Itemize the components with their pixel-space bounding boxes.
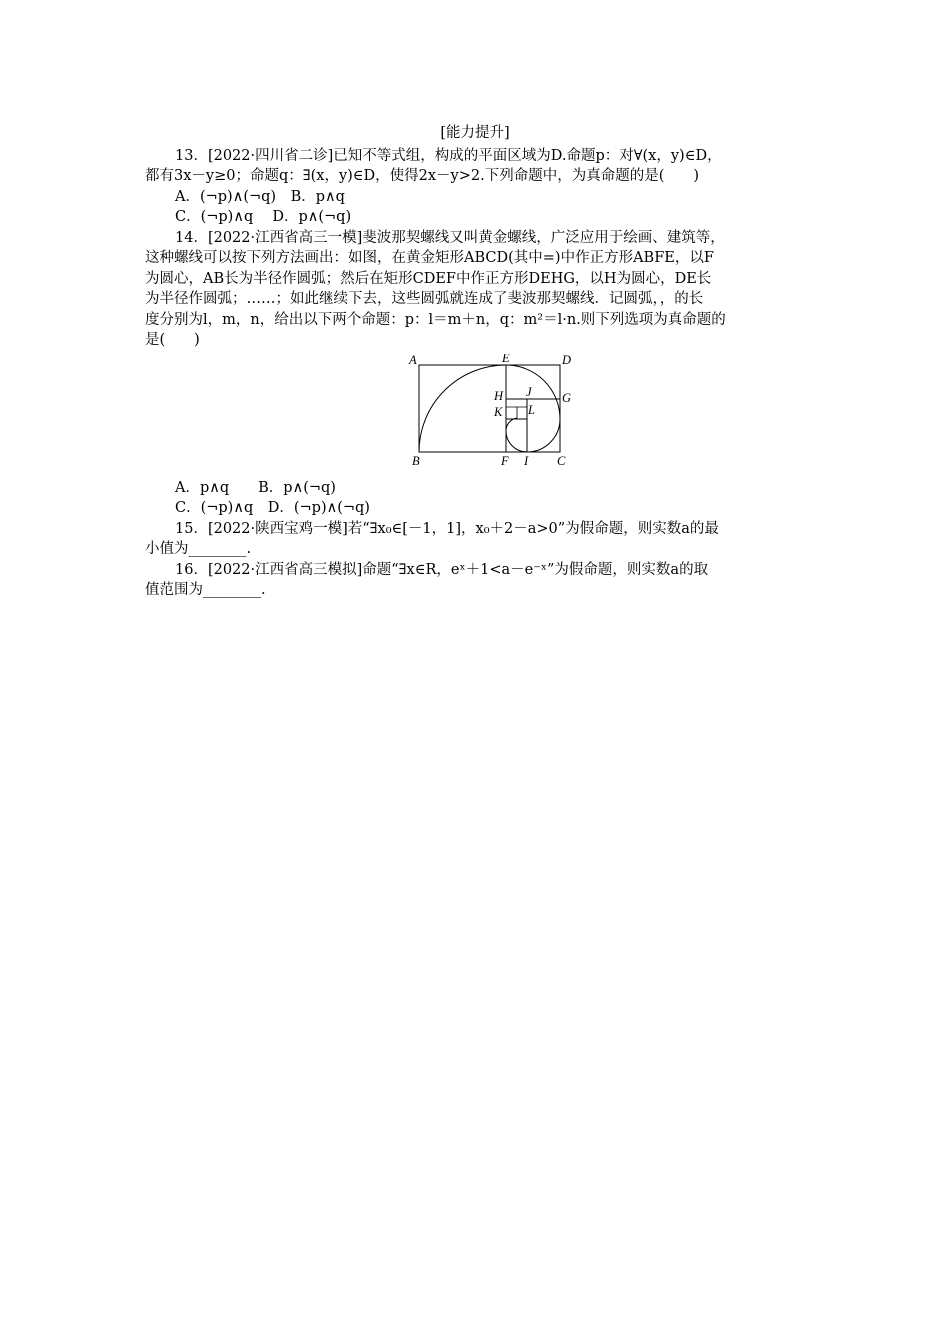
q14-line-2: 这种螺线可以按下列方法画出：如图，在黄金矩形ABCD(其中=)中作正方形ABFE，以F: [145, 250, 714, 266]
q14-line-3: 为圆心，AB长为半径作圆弧；然后在矩形CDEF中作正方形DEHG，以H为圆心，DE长: [145, 270, 712, 287]
label-g: G: [562, 390, 572, 405]
question-13: [145, 146, 805, 228]
q13-options-ab: A．(¬p)∧(¬q) B．p∧q: [175, 188, 345, 205]
question-14: [145, 228, 805, 519]
label-d: D: [562, 353, 572, 367]
q14-line-4: 为半径作圆弧；……；如此继续下去，这些圆弧就连成了斐波那契螺线．记圆弧，，的长: [145, 291, 704, 307]
q13-options-cd: C．(¬p)∧q D．p∧(¬q): [175, 209, 352, 225]
rectangle-abcd: [419, 365, 560, 452]
question-16: [145, 560, 805, 601]
section-title: [能力提升]: [440, 125, 510, 141]
question-15: [145, 519, 805, 560]
label-a: A: [409, 353, 417, 367]
label-f: F: [501, 453, 509, 468]
q13-line-1: 13．[2022·四川省二诊]已知不等式组，构成的平面区域为D.命题p：对∀(x，y)∈D，: [175, 147, 722, 164]
q15-line-1: 15．[2022·陕西宝鸡一模]若“∃x₀∈[－1，1]，x₀＋2－a>0”为假命题，则实数a的最: [175, 520, 719, 537]
q16-line-2: 值范围为________.: [145, 582, 266, 598]
fibonacci-spiral-figure: [145, 354, 805, 476]
label-c: C: [557, 453, 566, 468]
label-e: E: [502, 353, 510, 365]
label-j: J: [526, 384, 532, 399]
q14-line-6: 是( ): [145, 332, 200, 348]
label-k: K: [494, 404, 503, 419]
q14-options-cd: C．(¬p)∧q D．(¬p)∧(¬q): [175, 500, 370, 516]
q14-line-1: 14．[2022·江西省高三一模]斐波那契螺线又叫黄金螺线，广泛应用于绘画、建筑等，: [175, 229, 725, 246]
q14-line-5: 度分别为l，m，n，给出以下两个命题：p：l＝m＋n，q：m²＝l·n.则下列选项为真命题的: [145, 311, 726, 328]
q13-line-2: 都有3x－y≥0；命题q：∃(x，y)∈D，使得2x－y>2.下列命题中，为真命题的是( ): [145, 168, 700, 184]
q16-line-1: 16．[2022·江西省高三模拟]命题“∃x∈R，eˣ＋1<a－e⁻ˣ”为假命题，则实数a的取: [175, 561, 709, 578]
q14-options-ab: A．p∧q B．p∧(¬q): [175, 479, 336, 496]
label-i: I: [524, 453, 529, 468]
document-page: [145, 123, 805, 601]
label-h: H: [494, 388, 504, 403]
spiral-diagram: [405, 354, 575, 474]
q15-line-2: 小值为________.: [145, 541, 252, 557]
fibonacci-spiral-curve: [419, 365, 560, 452]
label-b: B: [412, 453, 420, 468]
label-l: L: [528, 402, 535, 417]
